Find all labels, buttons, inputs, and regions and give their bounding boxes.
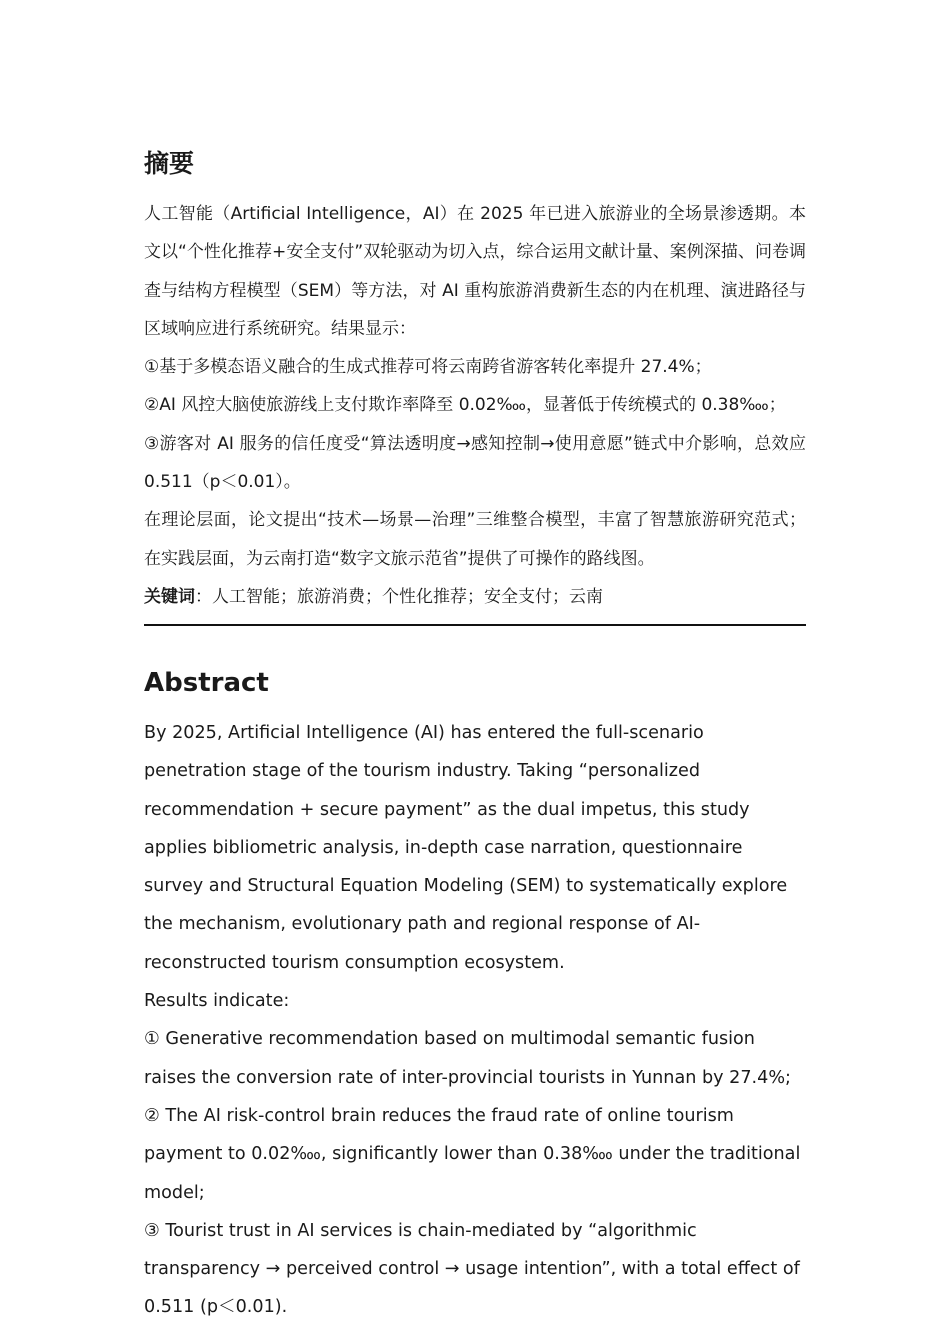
- section-divider: [144, 624, 806, 626]
- english-results-label: Results indicate:: [144, 991, 290, 1012]
- english-result-3: ③ Tourist trust in AI services is chain-mediated by “algorithmic transparency → perceived control → usage intention”, with a total effect of 0.511 (p＜0.01).: [144, 1220, 800, 1318]
- english-abstract-heading: Abstract: [144, 668, 269, 698]
- chinese-result-3: ③游客对 AI 服务的信任度受“算法透明度→感知控制→使用意愿”链式中介影响，总效应 0.511（p＜0.01）。: [144, 433, 806, 493]
- chinese-result-1: ①基于多模态语义融合的生成式推荐可将云南跨省游客转化率提升 27.4%；: [144, 357, 712, 378]
- keywords-list: ：人工智能；旅游消费；个性化推荐；安全支付；云南: [195, 586, 603, 607]
- chinese-keywords: [144, 578, 806, 616]
- english-abstract-body: [144, 714, 806, 1327]
- chinese-abstract-conclusion: 在理论层面，论文提出“技术—场景—治理”三维整合模型，丰富了智慧旅游研究范式；在实践层面，为云南打造“数字文旅示范省”提供了可操作的路线图。: [144, 510, 806, 569]
- english-abstract-intro: By 2025, Artificial Intelligence (AI) has entered the full-scenario penetration stage of the tourism industry. Taking “personalized recommendation + secure payment” as the dual impetus, this study applies bibliometric analysis, in-depth case narration, questionnaire survey and Structural Equation Modeling (SEM) to systematically explore the mechanism, evolutionary path and regional response of AI-reconstructed tourism consumption ecosystem.: [144, 723, 788, 973]
- chinese-abstract-intro: 人工智能（Artificial Intelligence，AI）在 2025 年已进入旅游业的全场景渗透期。本文以“个性化推荐+安全支付”双轮驱动为切入点，综合运用文献计量、案例深描、问卷调查与结构方程模型（SEM）等方法，对 AI 重构旅游消费新生态的内在机理、演进路径与区域响应进行系统研究。结果显示：: [144, 204, 806, 339]
- english-result-2: ② The AI risk-control brain reduces the fraud rate of online tourism payment to 0.02‱, significantly lower than 0.38‱ under the traditional model;: [144, 1105, 801, 1203]
- chinese-result-2: ②AI 风控大脑使旅游线上支付欺诈率降至 0.02‱，显著低于传统模式的 0.38‱；: [144, 395, 786, 416]
- chinese-abstract-body: [144, 195, 806, 616]
- english-result-1: ① Generative recommendation based on multimodal semantic fusion raises the conversion rate of inter-provincial tourists in Yunnan by 27.4%;: [144, 1029, 791, 1088]
- chinese-abstract-heading: 摘要: [144, 149, 195, 178]
- keywords-label: 关键词: [144, 586, 195, 607]
